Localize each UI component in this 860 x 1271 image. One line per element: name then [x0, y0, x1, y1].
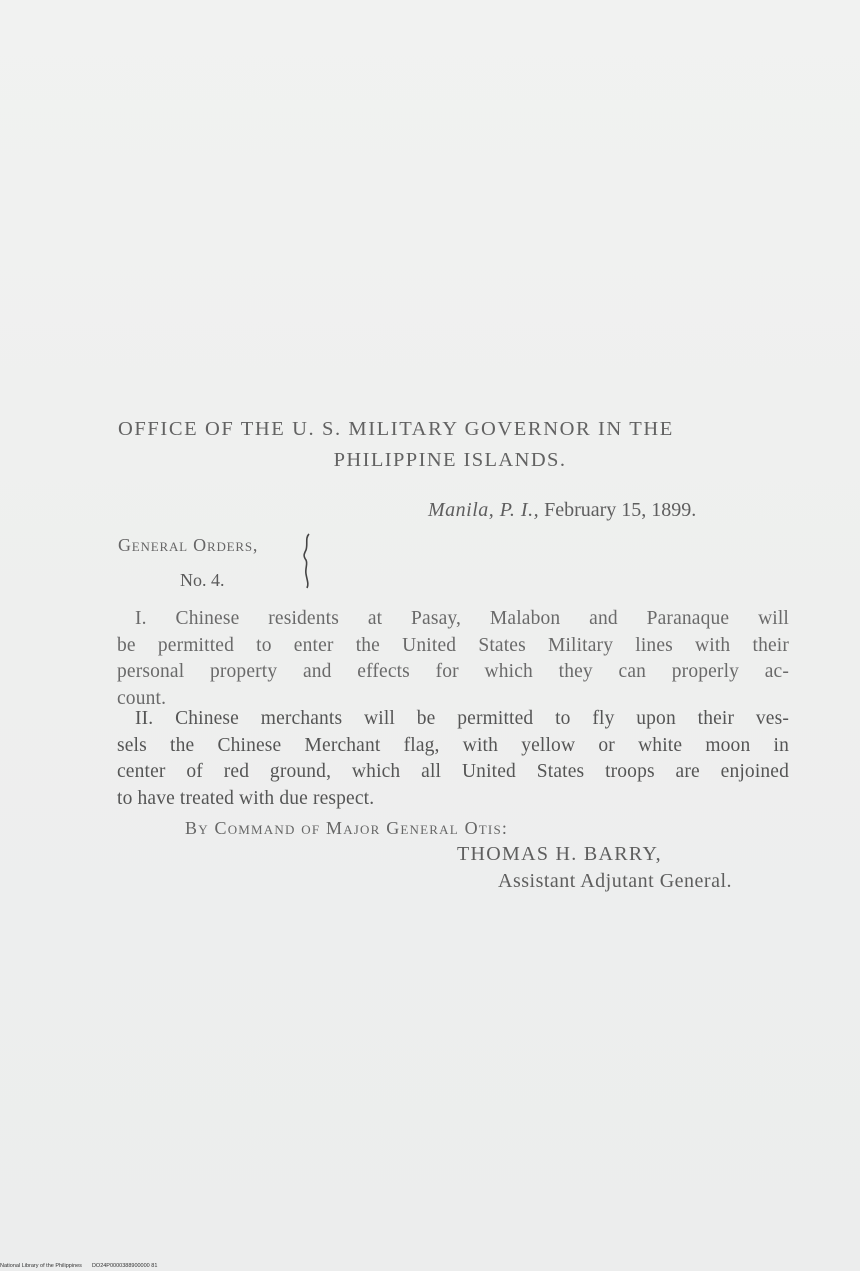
paragraph-two-line: to have treated with due respect.: [117, 787, 375, 809]
paragraph-two-line: center of red ground, which all United States troops are enjoined: [117, 761, 789, 782]
dateline-place: Manila, P. I.,: [428, 499, 540, 521]
archive-footer: [0, 1263, 157, 1269]
footer-library: National Library of the Philippines: [0, 1263, 82, 1269]
general-orders-label: General Orders,: [118, 535, 259, 555]
paragraph-one-line: I. Chinese residents at Pasay, Malabon and Paranaque will: [135, 608, 789, 629]
paragraph-one-line: personal property and effects for which they can properly ac-: [117, 661, 789, 682]
heading-islands: PHILIPPINE ISLANDS.: [333, 449, 567, 471]
signer-title: Assistant Adjutant General.: [498, 870, 733, 892]
paragraph-one: [117, 606, 789, 712]
paragraph-one-line: be permitted to enter the United States Military lines with their: [117, 634, 789, 656]
heading-office: OFFICE OF THE U. S. MILITARY GOVERNOR IN THE: [118, 418, 674, 440]
order-number: No. 4.: [180, 570, 225, 590]
paragraph-two: [117, 706, 789, 812]
dateline: [428, 499, 696, 522]
paragraph-one-line: count.: [117, 687, 167, 709]
signer-name: THOMAS H. BARRY,: [457, 843, 662, 865]
command-line: By Command of Major General Otis:: [185, 818, 509, 838]
footer-code: DO24P0000388900000 81: [91, 1263, 158, 1269]
paragraph-two-line: sels the Chinese Merchant flag, with yellow or white moon in: [117, 734, 789, 756]
dateline-date: February 15, 1899.: [539, 499, 697, 521]
paragraph-two-line: II. Chinese merchants will be permitted to fly upon their ves-: [135, 708, 789, 729]
brace-icon: [300, 532, 314, 590]
